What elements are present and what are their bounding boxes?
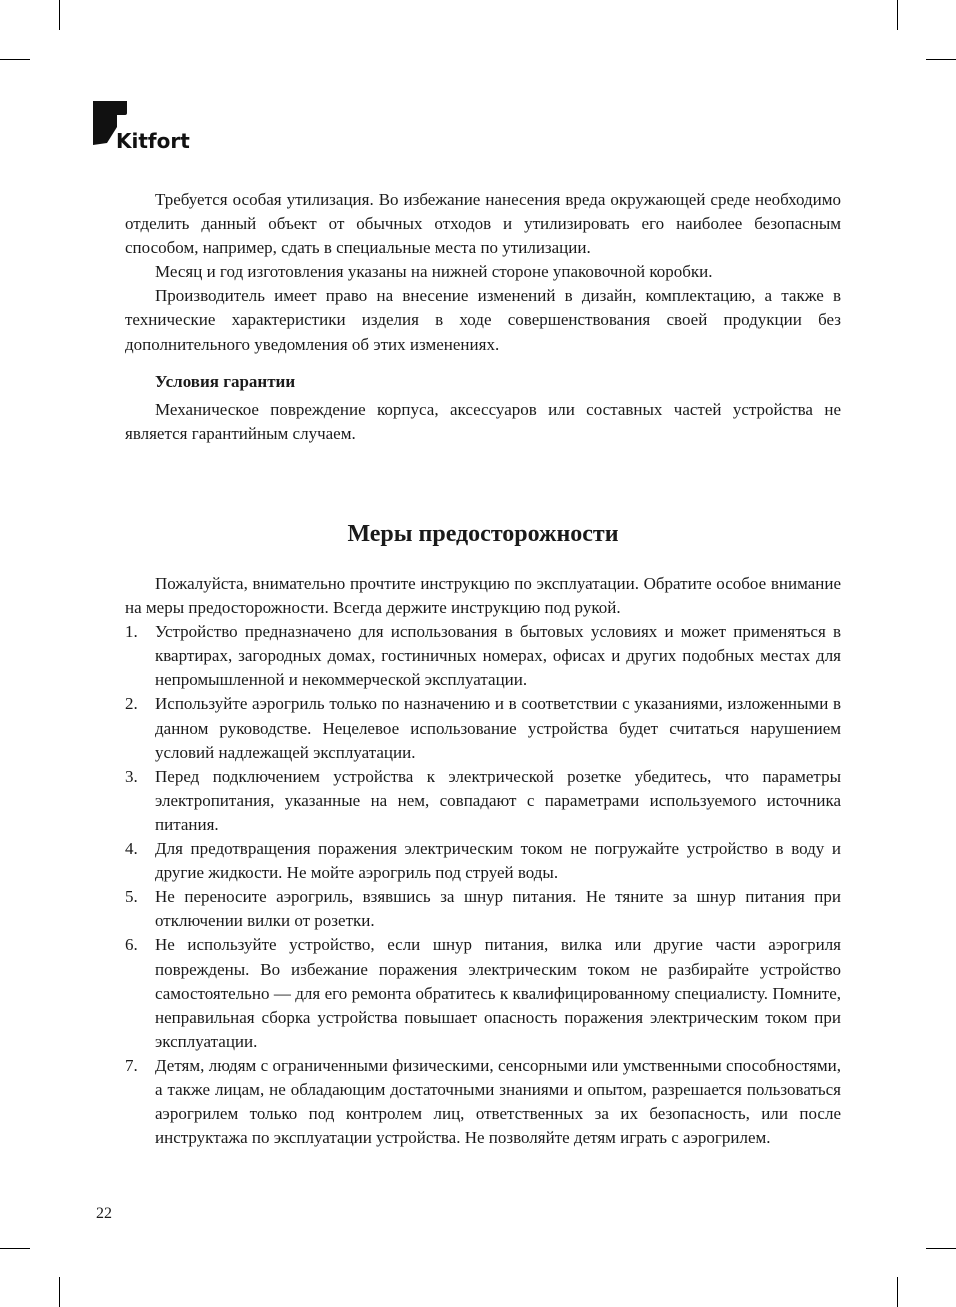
crop-mark-top-right-h [926,59,956,60]
brand-logo [93,101,203,161]
list-text: Устройство предназначено для использования в бытовых условиях и может применяться в квартирах, загородных домах, гостиничных номерах, офисах и других подобных местах для непромышленной и некоммерческой эксплуатации. [155,622,841,690]
list-text: Перед подключением устройства к электрической розетке убедитесь, что параметры электропитания, указанные на нем, совпадают с параметрами используемого источника питания. [155,766,841,834]
list-number: 3. [125,766,138,786]
safety-intro: Пожалуйста, внимательно прочтите инструкцию по эксплуатации. Обратите особое внимание на меры предосторожности. Всегда держите инструкцию под рукой. [125,574,841,618]
crop-mark-top-left-h [0,59,30,60]
section-title: Меры предосторожности [347,521,619,547]
warranty-title: Условия гарантии [155,371,296,391]
crop-mark-bottom-left-h [0,1248,30,1249]
intro-paragraph: Месяц и год изготовления указаны на нижней стороне упаковочной коробки. [155,262,713,282]
list-number: 1. [125,622,138,642]
crop-mark-bottom-right [897,1277,898,1307]
warranty-text: Механическое повреждение корпуса, аксессуаров или составных частей устройства не является гарантийным случаем. [125,399,841,443]
safety-section [125,572,841,1150]
safety-list [125,620,841,1150]
list-text: Для предотвращения поражения электрическим током не погружайте устройство в воду и другие жидкости. Не мойте аэрогриль под струей воды. [155,839,841,883]
list-number: 5. [125,887,138,907]
list-number: 2. [125,694,138,714]
list-text: Не переносите аэрогриль, взявшись за шнур питания. Не тяните за шнур питания при отключении вилки от розетки. [155,887,841,931]
intro-section [125,188,841,446]
list-item [125,1054,841,1150]
list-item [125,765,841,837]
list-text: Не используйте устройство, если шнур питания, вилка или другие части аэрогриля повреждены. Во избежание поражения электрическим током не разбирайте устройство самостоятельно — для его ремонта обратитесь к квалифицированному специалисту. Помните, неправильная сборка устройства повышает опасность поражения электрическим током при эксплуатации. [155,935,841,1051]
crop-mark-top-left [59,0,60,30]
crop-mark-bottom-right-h [926,1248,956,1249]
intro-paragraph: Требуется особая утилизация. Во избежание нанесения вреда окружающей среде необходимо отделить данный объект от обычных отходов и утилизировать его наиболее безопасным способом, например, сдать в специальные места по утилизации. [125,190,841,258]
list-item [125,620,841,692]
crop-mark-bottom-left [59,1277,60,1307]
list-item [125,692,841,764]
list-number: 6. [125,935,138,955]
list-number: 4. [125,839,138,859]
intro-paragraph: Производитель имеет право на внесение изменений в дизайн, комплектацию, а также в технические характеристики изделия в ходе совершенствования своей продукции без дополнительного уведомления об этих изменениях. [125,286,841,354]
list-item [125,885,841,933]
list-text: Детям, людям с ограниченными физическими, сенсорными или умственными способностями, а также лицам, не обладающим достаточными знаниями и опытом, разрешается пользоваться аэрогрилем только под контролем лиц, ответственных за их безопасность, или после инструктажа по эксплуатации устройства. Не позволяйте детям играть с аэрогрилем. [155,1055,841,1148]
list-item [125,837,841,885]
brand-name: Kitfort [116,129,190,153]
crop-mark-top-right [897,0,898,30]
page-number: 22 [96,1205,112,1222]
list-text: Используйте аэрогриль только по назначению и в соответствии с указаниями, изложенными в данном руководстве. Нецелевое использование устройства будет считаться нарушением условий надлежащей эксплуатации. [155,694,841,762]
list-item [125,933,841,1053]
list-number: 7. [125,1055,138,1075]
